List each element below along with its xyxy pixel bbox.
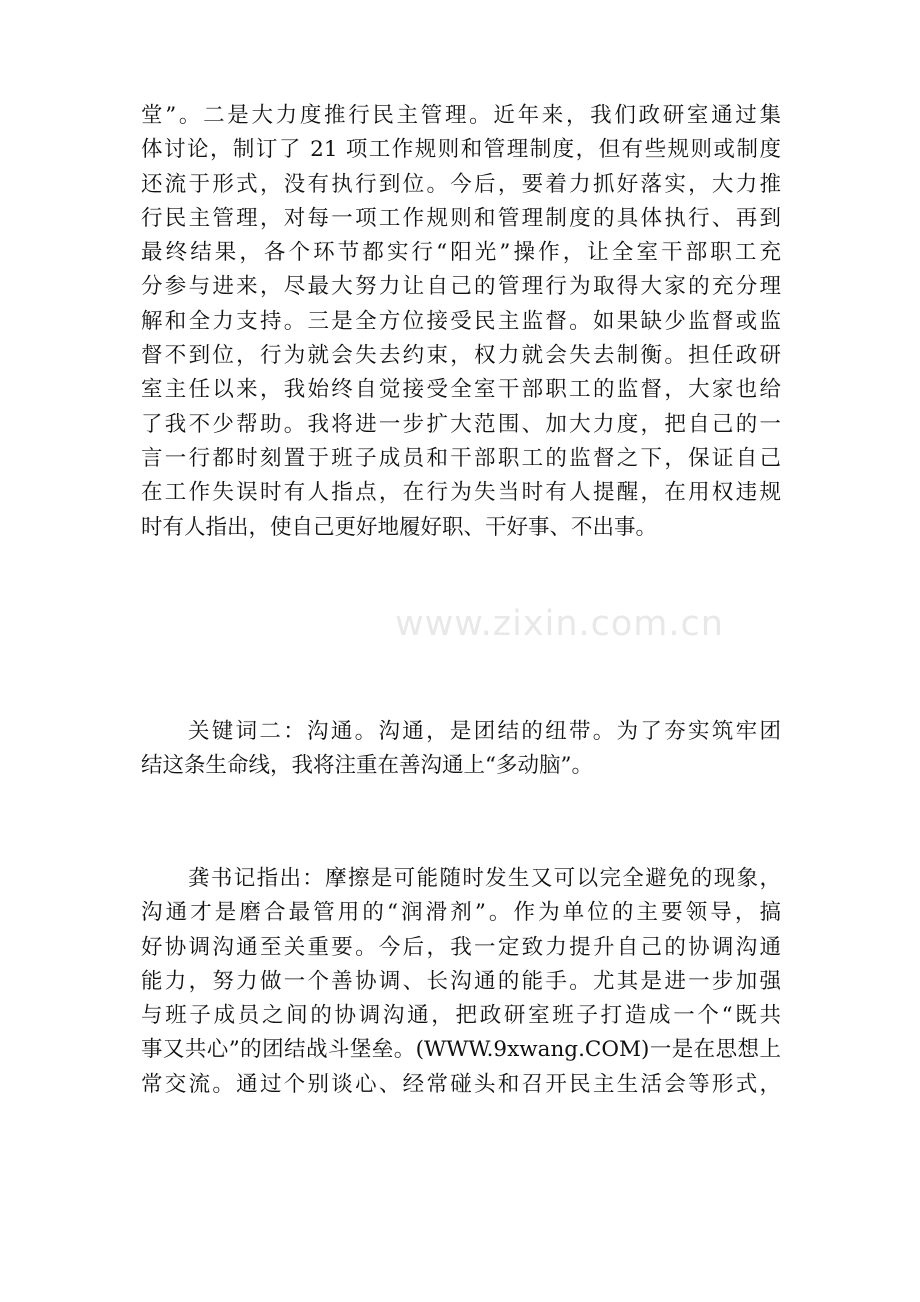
text-line: 体讨论，制订了 21 项工作规则和管理制度，但有些规则或制度 xyxy=(141,137,781,163)
paragraph-1 xyxy=(141,99,781,545)
text-line: 堂”。二是大力度推行民主管理。近年来，我们政研室通过集 xyxy=(141,103,781,128)
text-line: 最终结果，各个环节都实行“阳光”操作，让全室干部职工充 xyxy=(141,240,781,266)
text-line: 在工作失误时有人指点，在行为失当时有人提醒，在用权违规 xyxy=(141,480,781,506)
text-line: 能力，努力做一个善协调、长沟通的能手。尤其是进一步加强 xyxy=(141,968,781,994)
text-line: 室主任以来，我始终自觉接受全室干部职工的监督，大家也给 xyxy=(141,377,781,403)
text-line: 分参与进来，尽最大努力让自己的管理行为取得大家的充分理 xyxy=(141,274,781,300)
text-line: 时有人指出，使自己更好地履好职、干好事、不出事。 xyxy=(141,514,658,540)
text-line: 结这条生命线，我将注重在善沟通上“多动脑”。 xyxy=(141,753,593,779)
text-line: 沟通才是磨合最管用的“润滑剂”。作为单位的主要领导，搞 xyxy=(141,900,781,926)
text-line: 事又共心”的团结战斗堡垒。(WWW.9xwang.COM)一是在思想上 xyxy=(141,1037,781,1063)
text-line: 与班子成员之间的协调沟通，把政研室班子打造成一个“既共 xyxy=(141,1003,781,1029)
text-line: 了我不少帮助。我将进一步扩大范围、加大力度，把自己的一 xyxy=(141,411,781,437)
text-line: 督不到位，行为就会失去约束，权力就会失去制衡。担任政研 xyxy=(141,343,781,369)
text-line: 好协调沟通至关重要。今后，我一定致力提升自己的协调沟通 xyxy=(141,934,781,960)
watermark: www.zixin.com.cn xyxy=(395,604,724,644)
paragraph-2 xyxy=(141,715,781,784)
text-line: 龚书记指出：摩擦是可能随时发生又可以完全避免的现象， xyxy=(188,866,781,891)
text-line: 还流于形式，没有执行到位。今后，要着力抓好落实，大力推 xyxy=(141,171,781,197)
text-line: 行民主管理，对每一项工作规则和管理制度的具体执行、再到 xyxy=(141,205,781,231)
text-line: 常交流。通过个别谈心、经常碰头和召开民主生活会等形式， xyxy=(141,1071,781,1097)
text-line: 关键词二：沟通。沟通，是团结的纽带。为了夯实筑牢团 xyxy=(188,719,781,744)
text-line: 解和全力支持。三是全方位接受民主监督。如果缺少监督或监 xyxy=(141,308,781,334)
paragraph-3 xyxy=(141,862,781,1102)
text-line: 言一行都时刻置于班子成员和干部职工的监督之下，保证自己 xyxy=(141,445,781,471)
